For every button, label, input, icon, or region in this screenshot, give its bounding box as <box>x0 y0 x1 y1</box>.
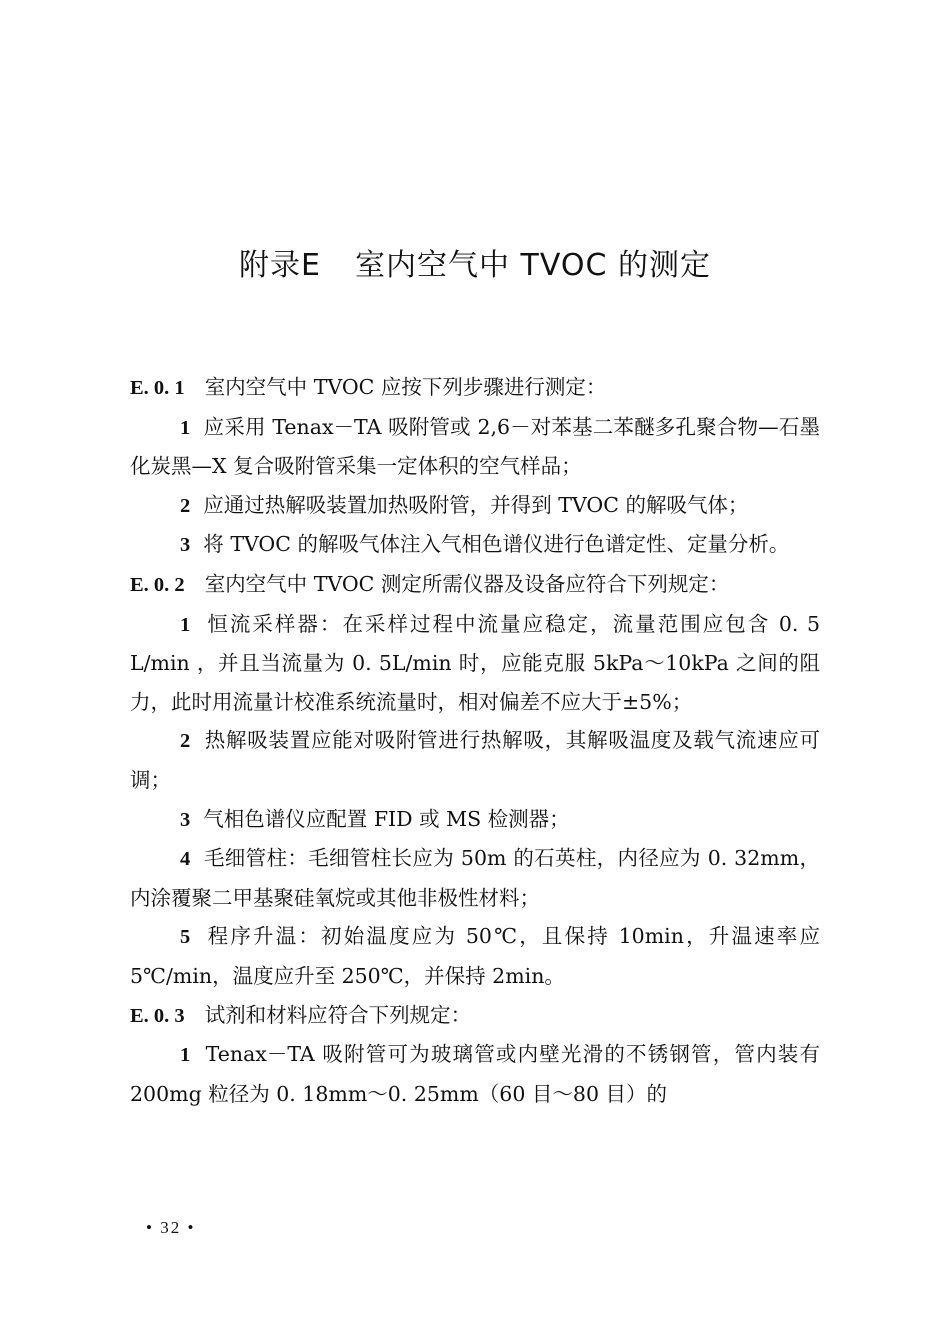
page-title <box>0 240 950 284</box>
item-number: 2 <box>180 494 191 517</box>
item-number: 1 <box>180 613 191 636</box>
item-number: 3 <box>180 534 191 557</box>
list-item <box>130 721 820 799</box>
list-item <box>130 800 820 840</box>
section-paragraph <box>130 565 820 605</box>
item-number: 1 <box>180 416 191 439</box>
list-item <box>130 1035 820 1113</box>
list-item <box>130 917 820 995</box>
paragraph-text: 应采用 Tenax－TA 吸附管或 2,6－对苯基二苯醚多孔聚合物—石墨化炭黑—X 复合吸附管采集一定体积的空气样品； <box>130 414 820 479</box>
paragraph-text: 将 TVOC 的解吸气体注入气相色谱仪进行色谱定性、定量分析。 <box>203 532 790 557</box>
section-number: E. 0. 3 <box>130 1004 185 1027</box>
paragraph-text: 室内空气中 TVOC 应按下列步骤进行测定： <box>204 375 607 399</box>
item-number: 2 <box>180 730 191 753</box>
list-item <box>130 605 820 722</box>
paragraph-text: 毛细管柱：毛细管柱长应为 50m 的石英柱，内径应为 0. 32mm，内涂覆聚二甲基聚硅氧烷或其他非极性材料； <box>130 846 820 910</box>
paragraph-text: 程序升温：初始温度应为 50℃，且保持 10min，升温速率应 5℃/min，温度应升至 250℃，并保持 2min。 <box>130 924 820 988</box>
section-paragraph <box>130 368 820 408</box>
list-item <box>130 839 820 917</box>
list-item <box>130 408 820 486</box>
paragraph-text: 恒流采样器：在采样过程中流量应稳定，流量范围应包含 0. 5 L/min ，并且当流量为 0. 5L/min 时，应能克服 5kPa～10kPa 之间的阻力，此时用流量计校准系统流量时，相对偏差不应大于±5%； <box>130 611 820 714</box>
paragraph-text: 气相色谱仪应配置 FID 或 MS 检测器； <box>203 806 570 831</box>
page-number: • 32 • <box>146 1218 196 1237</box>
body-text <box>130 368 820 1113</box>
list-item <box>130 486 820 526</box>
section-number: E. 0. 2 <box>130 573 185 596</box>
appendix-label: 附录E <box>239 248 321 283</box>
item-number: 3 <box>180 808 191 831</box>
paragraph-text: 试剂和材料应符合下列规定： <box>204 1002 472 1027</box>
item-number: 5 <box>180 926 191 949</box>
appendix-heading: 室内空气中 TVOC 的测定 <box>355 248 711 283</box>
paragraph-text: Tenax－TA 吸附管可为玻璃管或内壁光滑的不锈钢管，管内装有 200mg 粒径为 0. 18mm～0. 25mm（60 目～80 目）的 <box>130 1042 820 1106</box>
list-item <box>130 525 820 565</box>
section-paragraph <box>130 996 820 1036</box>
item-number: 4 <box>180 848 191 871</box>
section-number: E. 0. 1 <box>130 377 185 399</box>
paragraph-text: 室内空气中 TVOC 测定所需仪器及设备应符合下列规定： <box>204 571 730 596</box>
paragraph-text: 应通过热解吸装置加热吸附管，并得到 TVOC 的解吸气体； <box>203 492 749 517</box>
item-number: 1 <box>180 1044 191 1067</box>
paragraph-text: 热解吸装置应能对吸附管进行热解吸，其解吸温度及载气流速应可调； <box>130 728 820 792</box>
